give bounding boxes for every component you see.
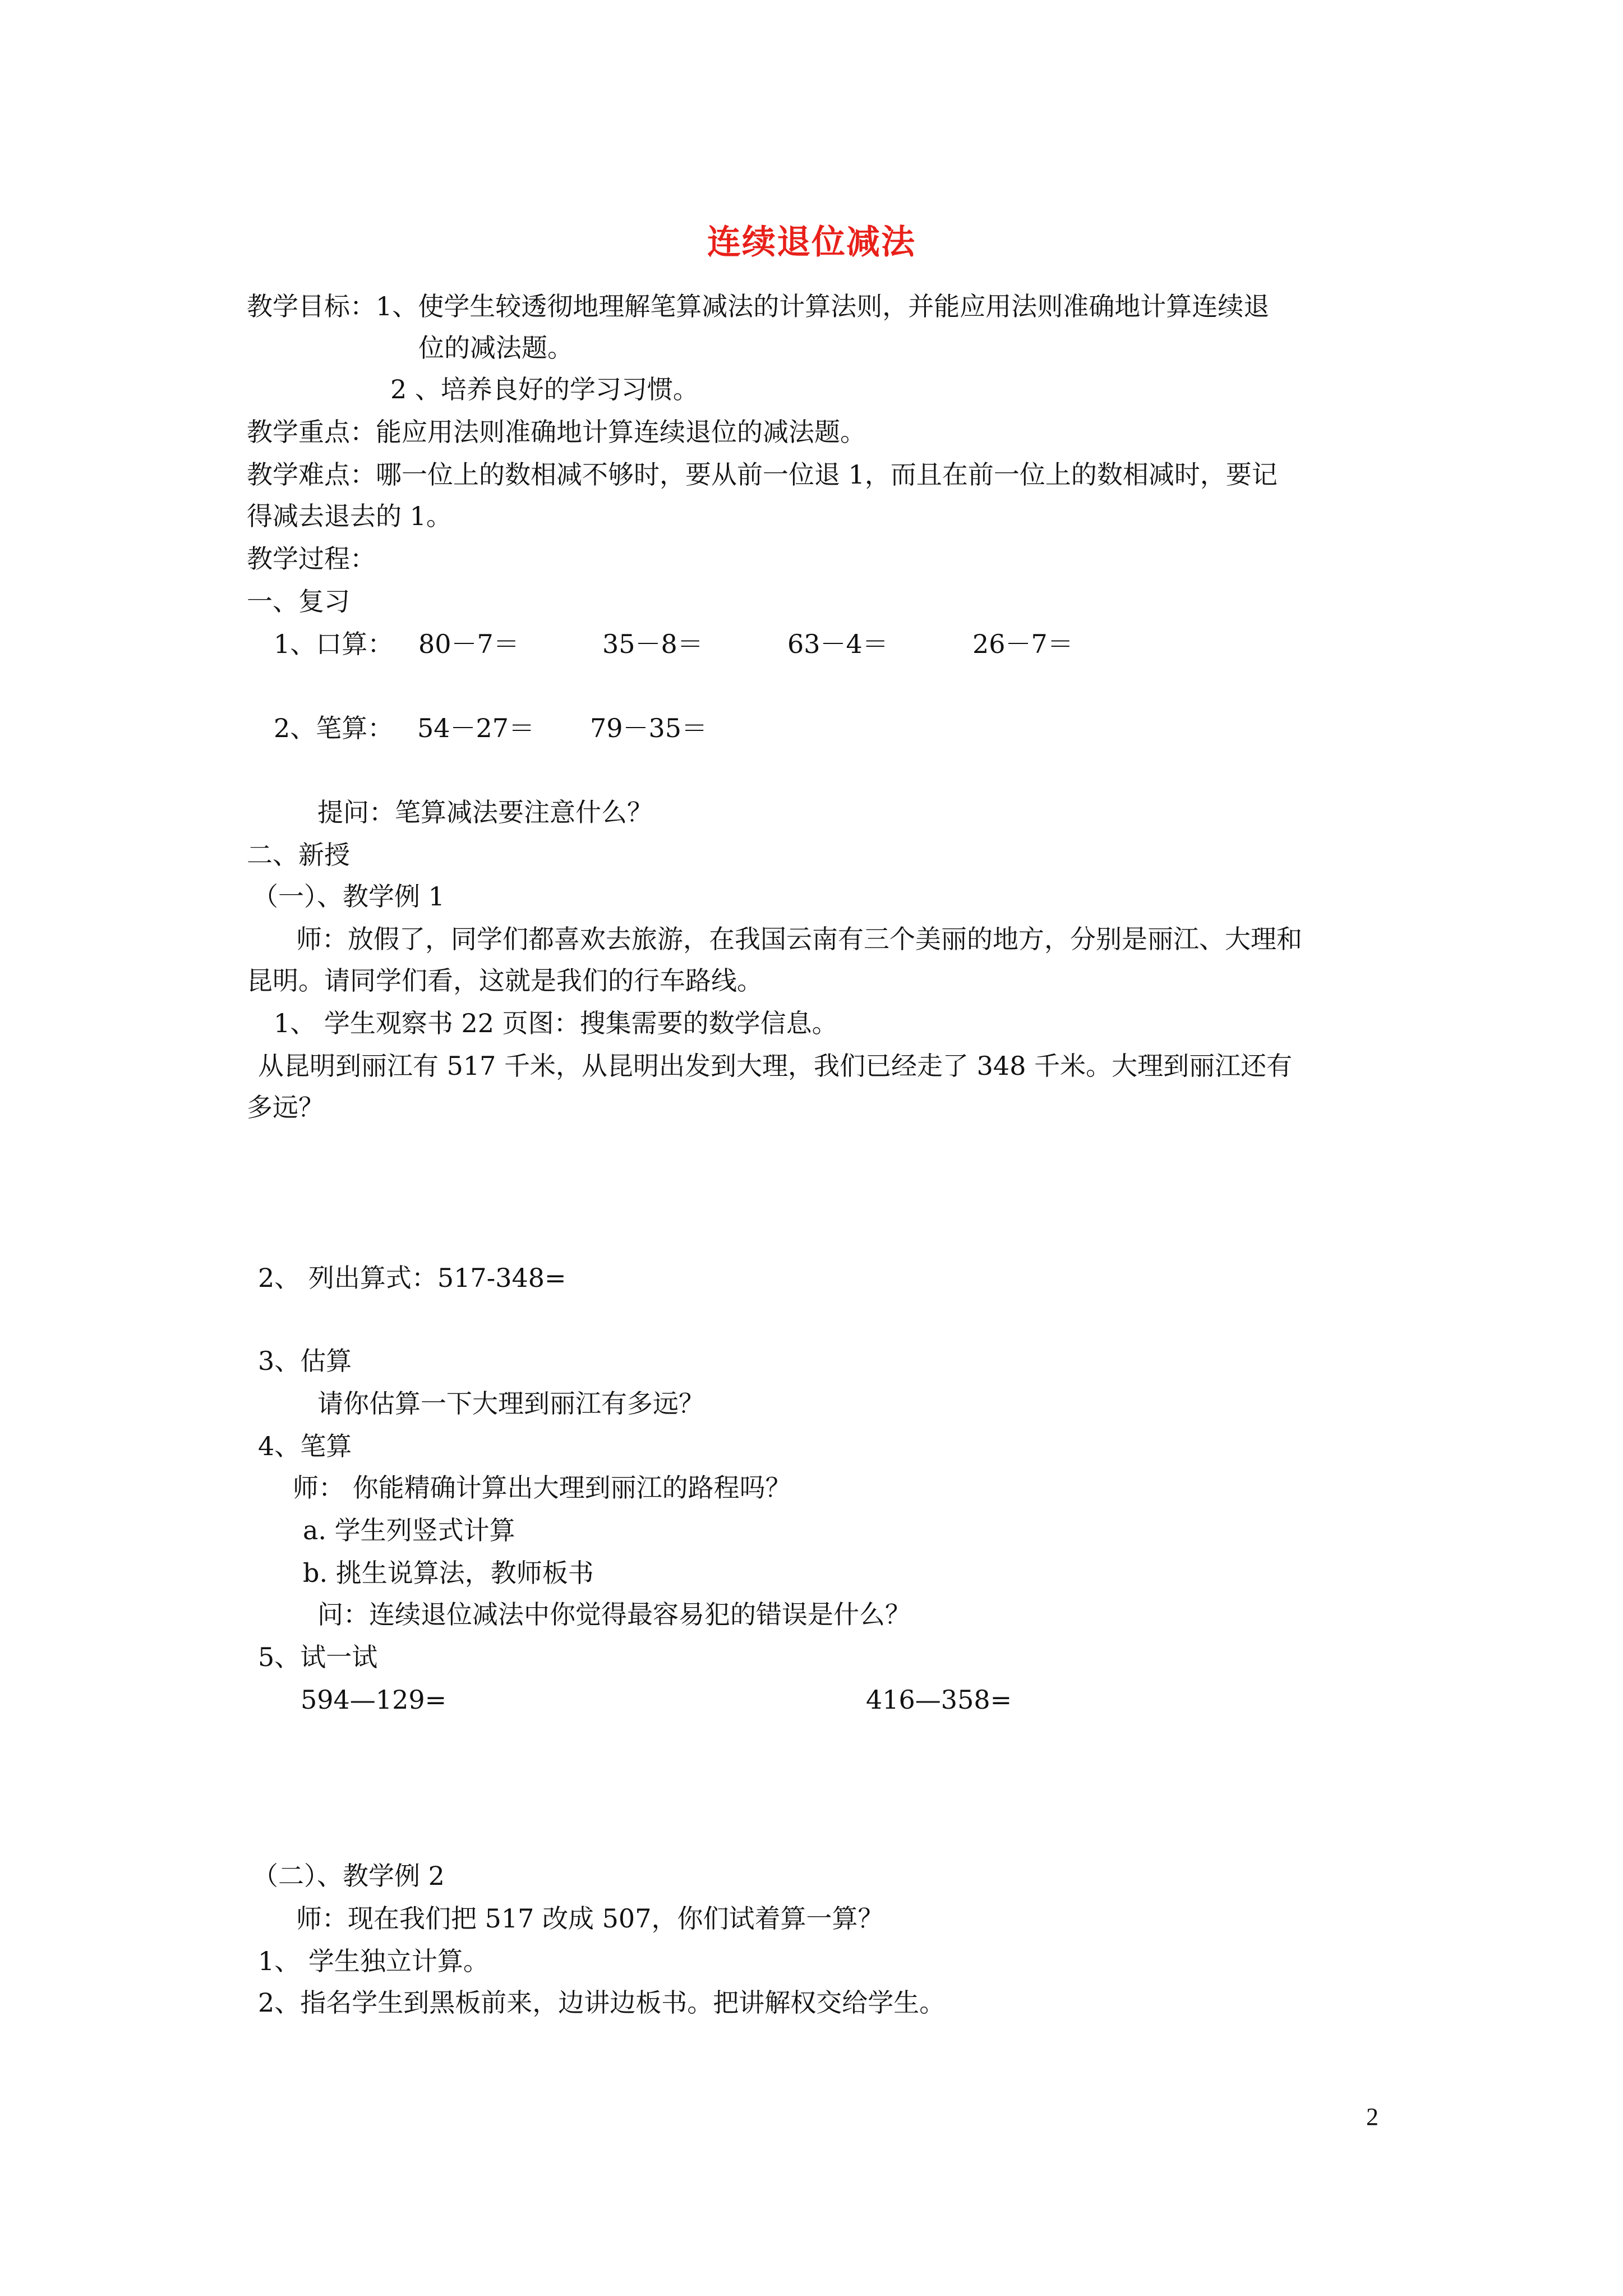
written-calc-1: 54－27＝ [417, 713, 535, 743]
review-heading: 一、复习 [247, 586, 350, 616]
objectives-line-1-continued: 位的减法题。 [418, 333, 573, 363]
example-1-step-5: 5、试一试 [258, 1642, 378, 1672]
try-exercise-2: 416—358= [866, 1685, 1012, 1715]
example-1-step-4-b: b. 挑生说算法，教师板书 [303, 1558, 594, 1588]
review-question: 提问：笔算减法要注意什么？ [317, 797, 653, 827]
example-1-step-4-a: a. 学生列竖式计算 [303, 1515, 515, 1545]
example-1-step-4-teacher: 师： 你能精确计算出大理到丽江的路程吗？ [293, 1473, 791, 1503]
objectives-line-2: 2 、培养良好的学习习惯。 [390, 374, 699, 404]
oral-calc-1: 80－7＝ [418, 629, 519, 659]
new-lesson-heading: 二、新授 [247, 840, 350, 870]
example-1-step-3-question: 请你估算一下大理到丽江有多远？ [317, 1388, 704, 1419]
example-1-teacher-line-1: 师：放假了，同学们都喜欢去旅游，在我国云南有三个美丽的地方，分别是丽江、大理和 [296, 924, 1302, 954]
key-point: 教学重点：能应用法则准确地计算连续退位的减法题。 [247, 417, 866, 447]
example-1-step-3: 3、估算 [258, 1346, 352, 1376]
example-1-step-1: 1、 学生观察书 22 页图：搜集需要的数学信息。 [274, 1008, 838, 1038]
difficulty-line-1: 教学难点：哪一位上的数相减不够时，要从前一位退 1，而且在前一位上的数相减时，要记 [247, 459, 1278, 490]
example-1-heading: （一）、教学例 1 [252, 881, 445, 912]
example-1-info-line-1: 从昆明到丽江有 517 千米，从昆明出发到大理，我们已经走了 348 千米。大理到丽江还有 [258, 1051, 1293, 1081]
example-1-step-4: 4、笔算 [258, 1431, 352, 1461]
process-heading: 教学过程： [247, 544, 376, 574]
example-1-step-2: 2、 列出算式：517-348= [258, 1263, 566, 1293]
page-number: 2 [1366, 2103, 1378, 2131]
written-calc-2: 79－35＝ [590, 713, 708, 743]
document-title: 连续退位减法 [707, 223, 916, 262]
example-2-step-2: 2、指名学生到黑板前来，边讲边板书。把讲解权交给学生。 [258, 1987, 946, 2018]
difficulty-line-2: 得减去退去的 1。 [247, 501, 452, 531]
example-1-teacher-line-2: 昆明。请同学们看，这就是我们的行车路线。 [247, 965, 763, 996]
oral-calc-3: 63－4＝ [787, 629, 888, 659]
example-1-info-line-2: 多远？ [247, 1092, 324, 1122]
objectives-line-1: 教学目标：1、使学生较透彻地理解笔算减法的计算法则，并能应用法则准确地计算连续退 [247, 291, 1270, 321]
example-2-teacher: 师：现在我们把 517 改成 507，你们试着算一算？ [296, 1903, 884, 1934]
oral-calc-4: 26－7＝ [972, 629, 1073, 659]
written-calc-label: 2、笔算： [274, 713, 394, 743]
try-exercise-1: 594—129= [301, 1685, 447, 1715]
example-2-heading: （二）、教学例 2 [252, 1861, 445, 1891]
example-2-step-1: 1、 学生独立计算。 [258, 1946, 489, 1976]
example-1-step-4-question: 问：连续退位减法中你觉得最容易犯的错误是什么？ [317, 1599, 911, 1630]
oral-calc-2: 35－8＝ [602, 629, 703, 659]
oral-calc-label: 1、口算： [274, 629, 394, 659]
